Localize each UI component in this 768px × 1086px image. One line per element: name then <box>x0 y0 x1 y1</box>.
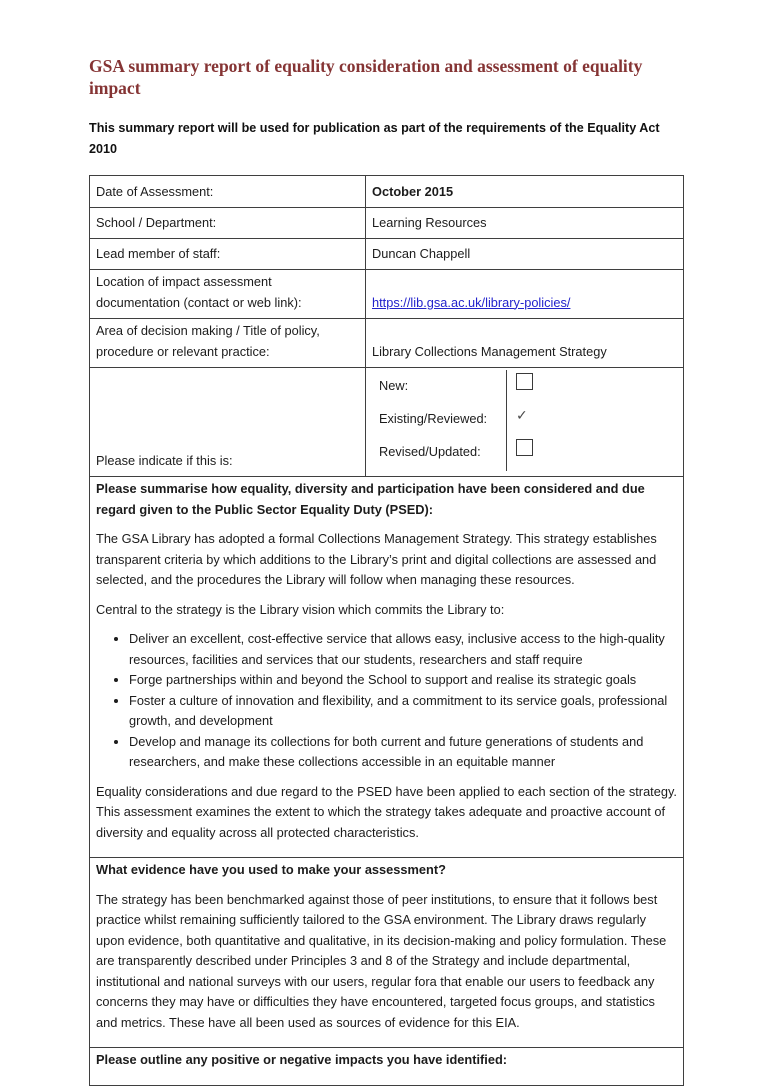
field-value: Learning Resources <box>366 208 684 239</box>
field-value <box>366 270 684 319</box>
section-psed <box>90 477 684 858</box>
table-row <box>90 477 684 858</box>
section-paragraph: Equality considerations and due regard to the PSED have been applied to each section of the strategy. This assessment examines the extent to which the strategy takes adequate and proactive account of diversity and equality across all protected characteristics. <box>96 783 677 840</box>
section-paragraph: The GSA Library has adopted a formal Collections Management Strategy. This strategy establishes transparent criteria by which additions to the Library’s print and digital collections are assessed and selected, and the procedures the Library will follow when managing these resources. <box>96 531 657 587</box>
section-header: What evidence have you used to make your assessment? <box>96 862 446 877</box>
table-row <box>90 239 684 270</box>
indicate-label: Please indicate if this is: <box>90 368 366 477</box>
table-row <box>90 1048 684 1086</box>
assessment-form-table <box>89 175 684 1086</box>
section-header: Please outline any positive or negative impacts you have identified: <box>96 1052 508 1067</box>
field-label: Date of Assessment: <box>90 176 366 208</box>
field-value: Duncan Chappell <box>366 239 684 270</box>
vision-bullet-list <box>96 629 677 773</box>
table-row <box>90 858 684 1048</box>
checkbox-new[interactable] <box>516 373 533 390</box>
section-paragraph: Central to the strategy is the Library vision which commits the Library to: <box>96 601 505 617</box>
indicate-options-cell <box>366 368 684 477</box>
page-title: GSA summary report of equality consideration and assessment of equality impact <box>89 56 643 98</box>
table-row <box>90 208 684 239</box>
option-label: New: <box>379 378 409 393</box>
list-item: • Foster a culture of innovation and flexibility, and a commitment to its service goals, professional growth, and development <box>129 691 677 732</box>
page-subtitle: This summary report will be used for publication as part of the requirements of the Equality Act 2010 <box>89 121 660 156</box>
table-row <box>90 270 684 319</box>
option-label: Revised/Updated: <box>379 444 481 459</box>
documentation-link[interactable]: https://lib.gsa.ac.uk/library-policies/ <box>372 294 571 310</box>
checkbox-existing-reviewed[interactable]: ✓ <box>516 407 528 423</box>
table-row <box>90 176 684 208</box>
field-label: Area of decision making / Title of policy, procedure or relevant practice: <box>90 319 366 368</box>
document-page <box>89 0 683 1086</box>
list-item: • Deliver an excellent, cost-effective service that allows easy, inclusive access to the high-quality resources, facilities and services that our students, researchers and staff require <box>129 629 677 670</box>
field-value: Library Collections Management Strategy <box>366 319 684 368</box>
section-evidence <box>90 858 684 1048</box>
list-item: • Develop and manage its collections for both current and future generations of students and researchers, and make these collections accessible in an equitable manner <box>129 732 677 773</box>
field-label: Lead member of staff: <box>90 239 366 270</box>
section-paragraph: The strategy has been benchmarked against those of peer institutions, to ensure that it follows best practice whilst remaining sufficiently tailored to the GSA environment. The Library draws regularly upon evidence, both quantitative and qualitative, in its decision-making and policy formulation. These are transparently described under Principles 3 and 8 of the Strategy and include departmental, institutional and national surveys with our users, regular fora that enable our users to feedback any concerns they may have or difficulties they have encountered, targeted focus groups, and statistics and metrics. These have all been used as sources of evidence for this EIA. <box>96 891 667 1030</box>
field-label: Location of impact assessment documentation (contact or web link): <box>90 270 366 319</box>
table-row <box>90 368 684 477</box>
section-header: Please summarise how equality, diversity and participation have been considered and due regard given to the Public Sector Equality Duty (PSED): <box>96 481 645 517</box>
field-value: October 2015 <box>366 176 684 208</box>
option-label: Existing/Reviewed: <box>379 411 488 426</box>
table-row <box>90 319 684 368</box>
checkbox-revised-updated[interactable] <box>516 439 533 456</box>
option-labels-column <box>372 370 506 471</box>
section-impacts <box>90 1048 684 1086</box>
option-checkboxes-column <box>506 370 677 471</box>
list-item: • Forge partnerships within and beyond the School to support and realise its strategic goals <box>129 670 677 691</box>
field-label: School / Department: <box>90 208 366 239</box>
